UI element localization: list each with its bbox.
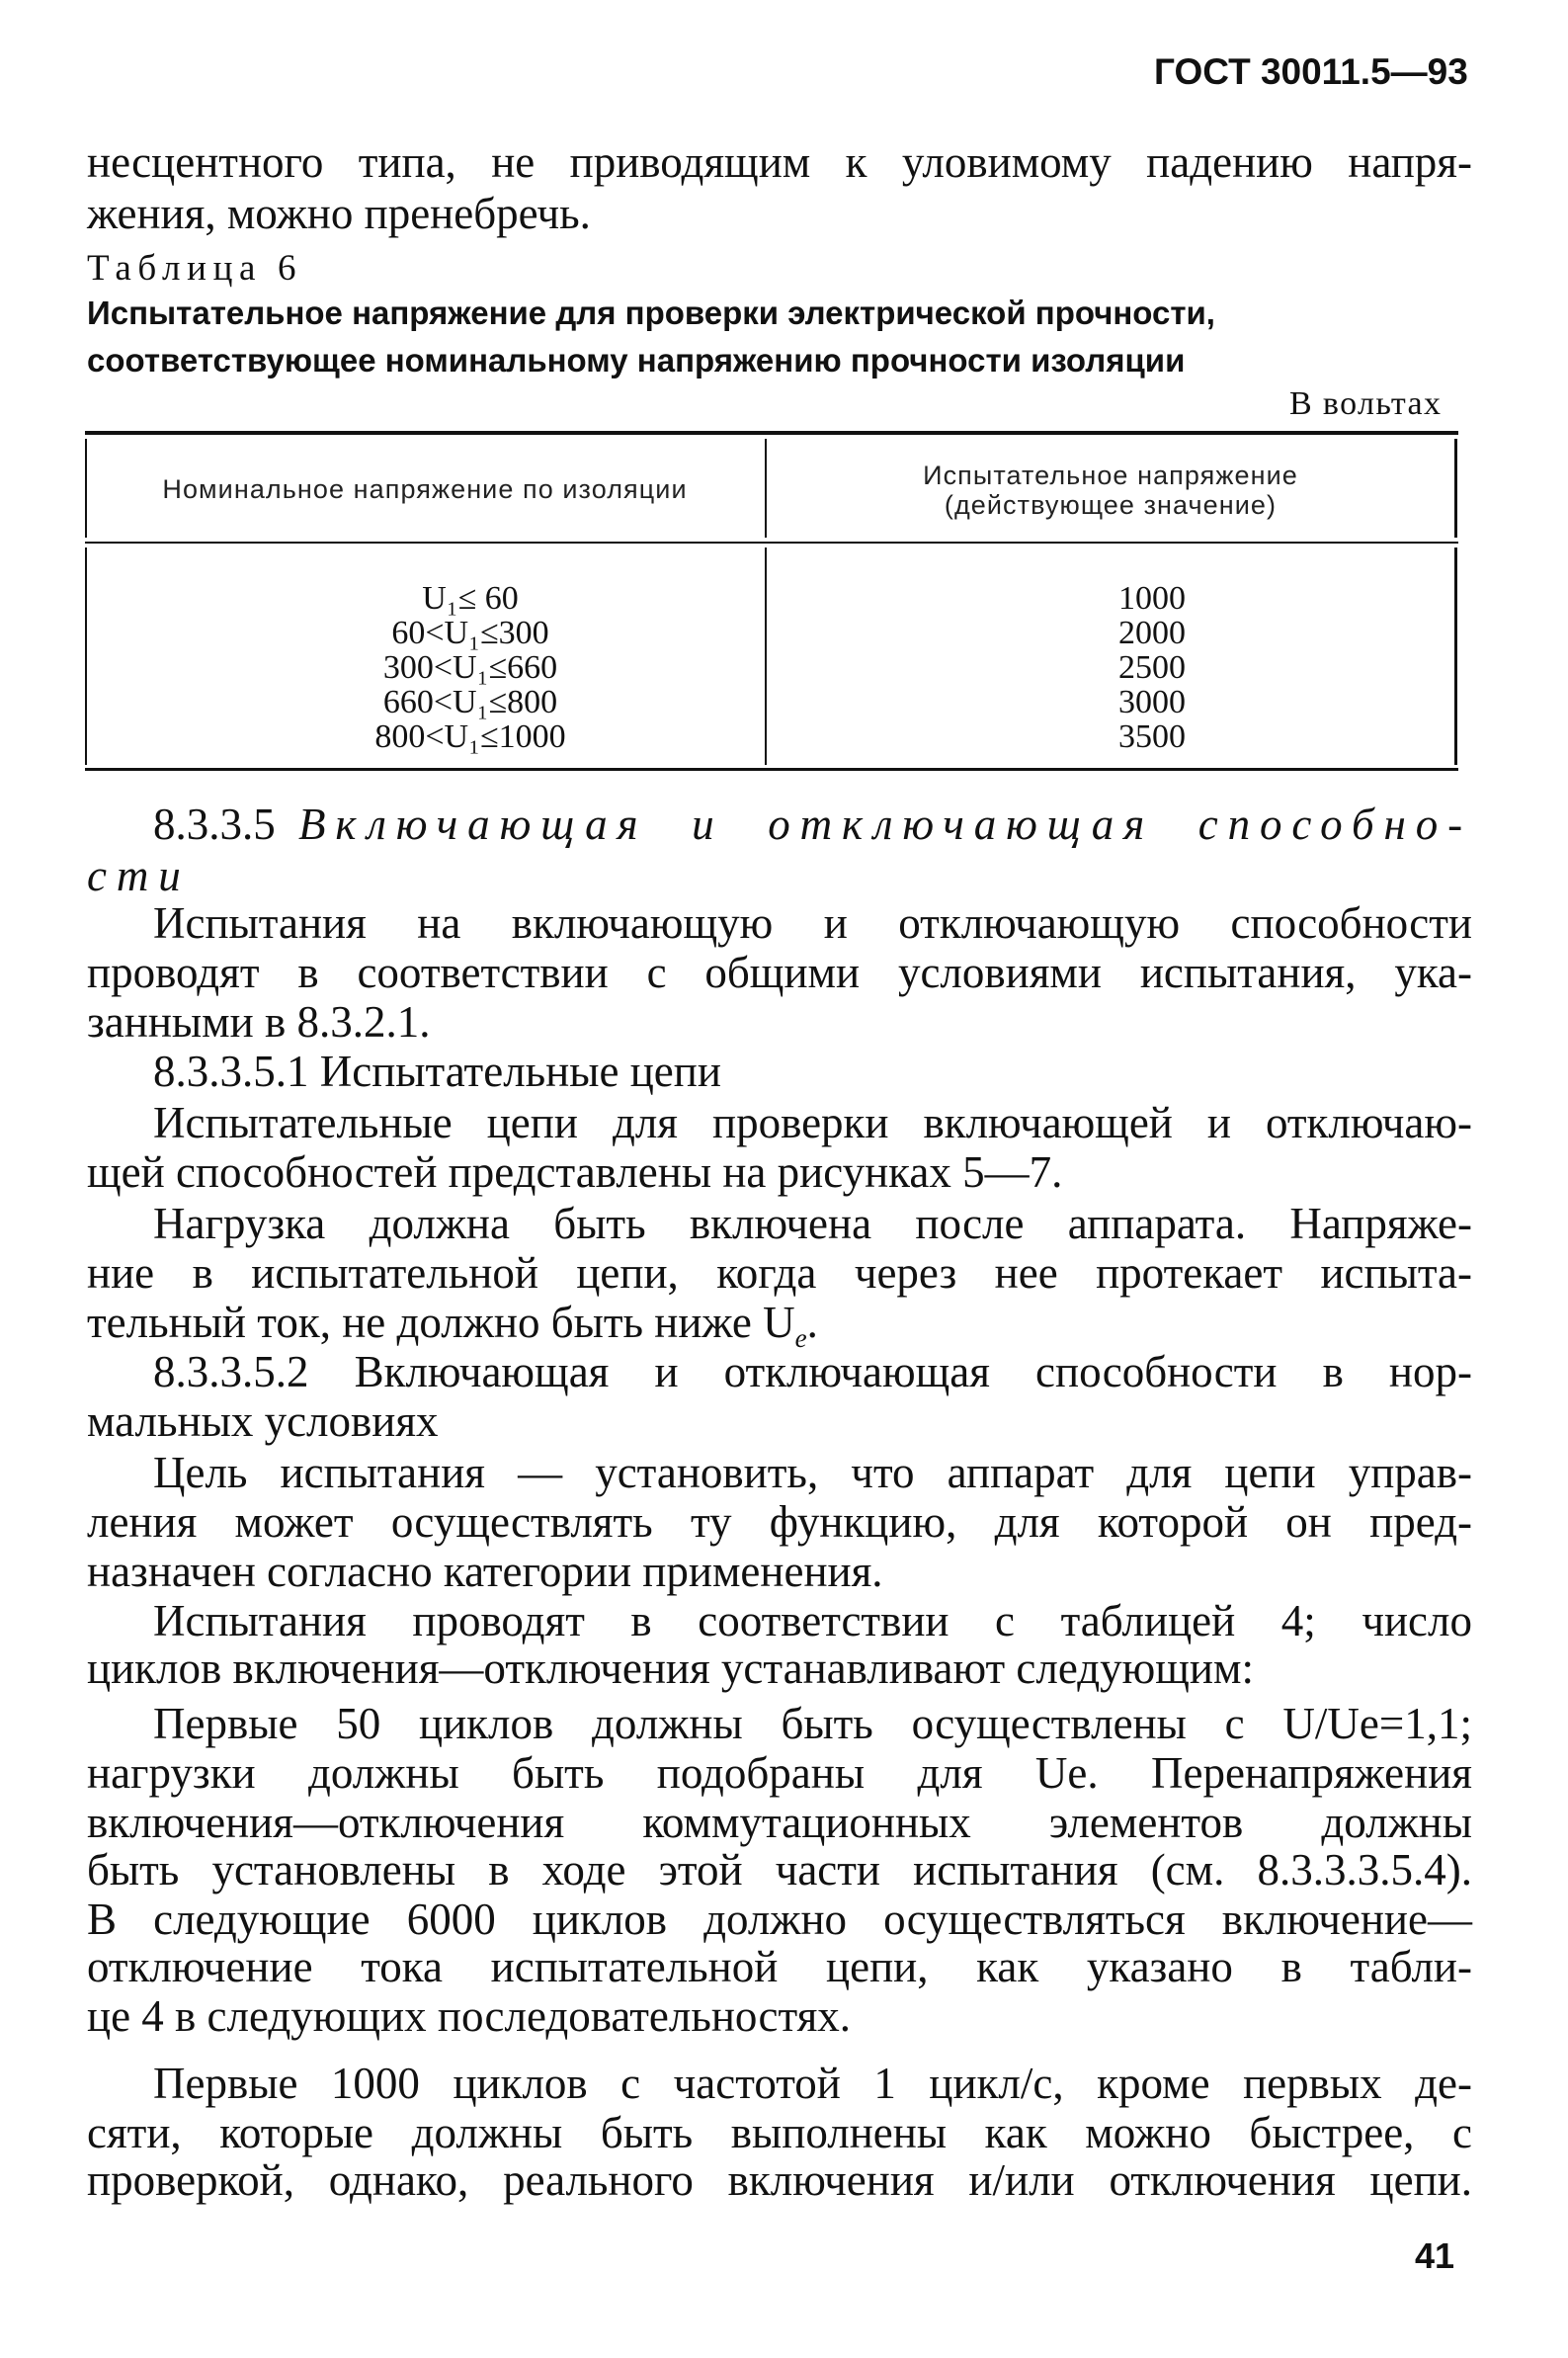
paragraph-line: Испытания проводят в соответствии с таблицей 4; число xyxy=(153,1596,1472,1645)
paragraph-line: ления может осуществлять ту функцию, для которой он пред- xyxy=(87,1497,1472,1547)
section-number: 8.3.3.5 xyxy=(153,800,276,849)
paragraph-line: тельный ток, не должно быть ниже $U_e$. xyxy=(87,1298,818,1353)
section-title-line-2: сти xyxy=(87,851,191,900)
paragraph-line: ние в испытательной цепи, когда через нее протекает испыта- xyxy=(87,1248,1472,1298)
table-bottom-rule xyxy=(85,768,1458,771)
table-cell-nominal: 800<U₁≤1000 xyxy=(374,718,566,755)
table-cell-test-voltage: 3500 xyxy=(1118,718,1186,755)
paragraph-line: Цель испытания — установить, что аппарат для цепи управ- xyxy=(153,1448,1472,1497)
table-cell-nominal: U₁≤ 60 xyxy=(422,580,519,617)
table-label: Таблица 6 xyxy=(87,248,303,289)
table-cell-nominal: 660<U₁≤800 xyxy=(382,684,558,720)
paragraph-line: занными в 8.3.2.1. xyxy=(87,997,431,1047)
paragraph-line: назначен согласно категории применения. xyxy=(87,1547,883,1596)
paragraph-line: В следующие 6000 циклов должно осуществляться включение— xyxy=(87,1895,1472,1944)
paragraph-line: Нагрузка должна быть включена после аппарата. Напряже- xyxy=(153,1199,1472,1248)
table-left-rule-body xyxy=(85,547,87,765)
section-title-line-1: Включающая и отключающая способно- xyxy=(298,800,1472,849)
paragraph-line: Испытательные цепи для проверки включающей и отключаю- xyxy=(153,1098,1472,1147)
paragraph-line: проверкой, однако, реального включения и/или отключения цепи. xyxy=(87,2155,1472,2205)
paragraph-line: це 4 в следующих последовательностях. xyxy=(87,1991,852,2041)
paragraph-line: нагрузки должны быть подобраны для Ue. Перенапряжения xyxy=(87,1748,1472,1798)
paragraph-line: Первые 50 циклов должны быть осуществлены с U/Ue=1,1; xyxy=(153,1699,1472,1748)
table-units: В вольтах xyxy=(1289,385,1443,422)
table-title-line-1: Испытательное напряжение для проверки электрической прочности, xyxy=(87,295,1215,331)
table-cell-test-voltage: 3000 xyxy=(1118,684,1186,720)
paragraph-line: быть установлены в ходе этой части испытания (см. 8.3.3.3.5.4). xyxy=(87,1845,1472,1895)
intro-line-1: несцентного типа, не приводящим к уловимому падению напря- xyxy=(87,137,1472,187)
paragraph-line: включения—отключения коммутационных элементов должны xyxy=(87,1798,1472,1847)
table-right-rule-body xyxy=(1454,547,1457,765)
subsection-heading: мальных условиях xyxy=(87,1396,439,1446)
document-header: ГОСТ 30011.5—93 xyxy=(1154,51,1468,92)
subsection-heading: 8.3.3.5.1 Испытательные цепи xyxy=(153,1047,721,1096)
table-top-rule xyxy=(85,431,1458,435)
paragraph-line: сяти, которые должны быть выполнены как можно быстрее, с xyxy=(87,2108,1472,2157)
table-right-rule-head xyxy=(1454,439,1457,538)
table-col-header-test-line-1: Испытательное напряжение xyxy=(923,461,1298,490)
paragraph-line: щей способностей представлены на рисунках 5—7. xyxy=(87,1147,1063,1197)
subsection-heading: 8.3.3.5.2 Включающая и отключающая способности в нор- xyxy=(153,1347,1472,1396)
paragraph-line: циклов включения—отключения устанавливают следующим: xyxy=(87,1643,1254,1693)
table-header-rule xyxy=(85,542,1458,544)
table-cell-test-voltage: 2500 xyxy=(1118,649,1186,686)
table-cell-test-voltage: 1000 xyxy=(1118,580,1186,617)
insulation-test-table xyxy=(85,431,1458,773)
paragraph-line: отключение тока испытательной цепи, как указано в табли- xyxy=(87,1942,1472,1991)
table-cell-nominal: 300<U₁≤660 xyxy=(382,649,558,686)
paragraph-line: Испытания на включающую и отключающую способности xyxy=(153,898,1472,948)
intro-line-2: жения, можно пренебречь. xyxy=(87,189,591,238)
paragraph-line: Первые 1000 циклов с частотой 1 цикл/с, кроме первых де- xyxy=(153,2059,1472,2108)
table-col-header-nominal: Номинальное напряжение по изоляции xyxy=(162,474,688,504)
table-mid-rule-body xyxy=(765,547,767,765)
table-title-line-2: соответствующее номинальному напряжению прочности изоляции xyxy=(87,342,1186,379)
page-number: 41 xyxy=(1415,2235,1455,2276)
table-cell-nominal: 60<U₁≤300 xyxy=(391,615,549,651)
table-cell-test-voltage: 2000 xyxy=(1118,615,1186,651)
table-col-header-test-line-2: (действующее значение) xyxy=(944,490,1278,520)
paragraph-line: проводят в соответствии с общими условиями испытания, ука- xyxy=(87,948,1472,997)
